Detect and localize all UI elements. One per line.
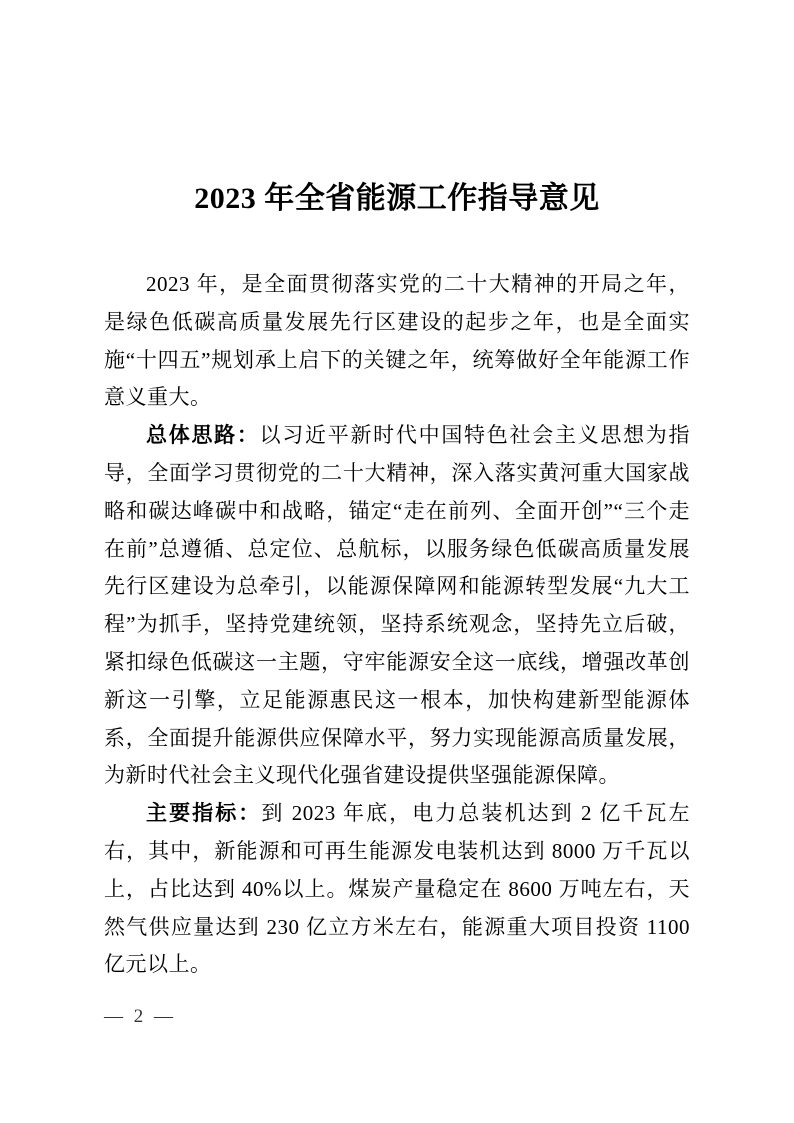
paragraph-general-approach bbox=[104, 417, 690, 795]
document-body bbox=[104, 266, 690, 984]
document-title: 2023 年全省能源工作指导意见 bbox=[194, 182, 600, 215]
paragraph-intro bbox=[104, 266, 690, 417]
paragraph-lead-label: 主要指标： bbox=[146, 801, 262, 826]
paragraph-lead-label: 总体思路： bbox=[146, 423, 260, 448]
paragraph-text: 2023 年，是全面贯彻落实党的二十大精神的开局之年，是绿色低碳高质量发展先行区建设的起步之年，也是全面实施“十四五”规划承上启下的关键之年，统筹做好全年能源工作意义重大。 bbox=[104, 272, 690, 410]
paragraph-text: 到 2023 年底，电力总装机达到 2 亿千瓦左右，其中，新能源和可再生能源发电装机达到 8000 万千瓦以上，占比达到 40%以上。煤炭产量稳定在 8600 万吨左右，天然气供应量达到 230 亿立方米左右，能源重大项目投资 1100 亿元以上。 bbox=[104, 801, 691, 977]
paragraph-key-indicators bbox=[104, 795, 690, 984]
paragraph-text: 以习近平新时代中国特色社会主义思想为指导，全面学习贯彻党的二十大精神，深入落实黄河重大国家战略和碳达峰碳中和战略，锚定“走在前列、全面开创”“三个走在前”总遵循、总定位、总航标，以服务绿色低碳高质量发展先行区建设为总牵引，以能源保障网和能源转型发展“九大工程”为抓手，坚持党建统领，坚持系统观念，坚持先立后破，紧扣绿色低碳这一主题，守牢能源安全这一底线，增强改革创新这一引擎，立足能源惠民这一根本，加快构建新型能源体系，全面提升能源供应保障水平，努力实现能源高质量发展，为新时代社会主义现代化强省建设提供坚强能源保障。 bbox=[104, 423, 691, 788]
page-number: — 2 — bbox=[104, 1006, 176, 1027]
